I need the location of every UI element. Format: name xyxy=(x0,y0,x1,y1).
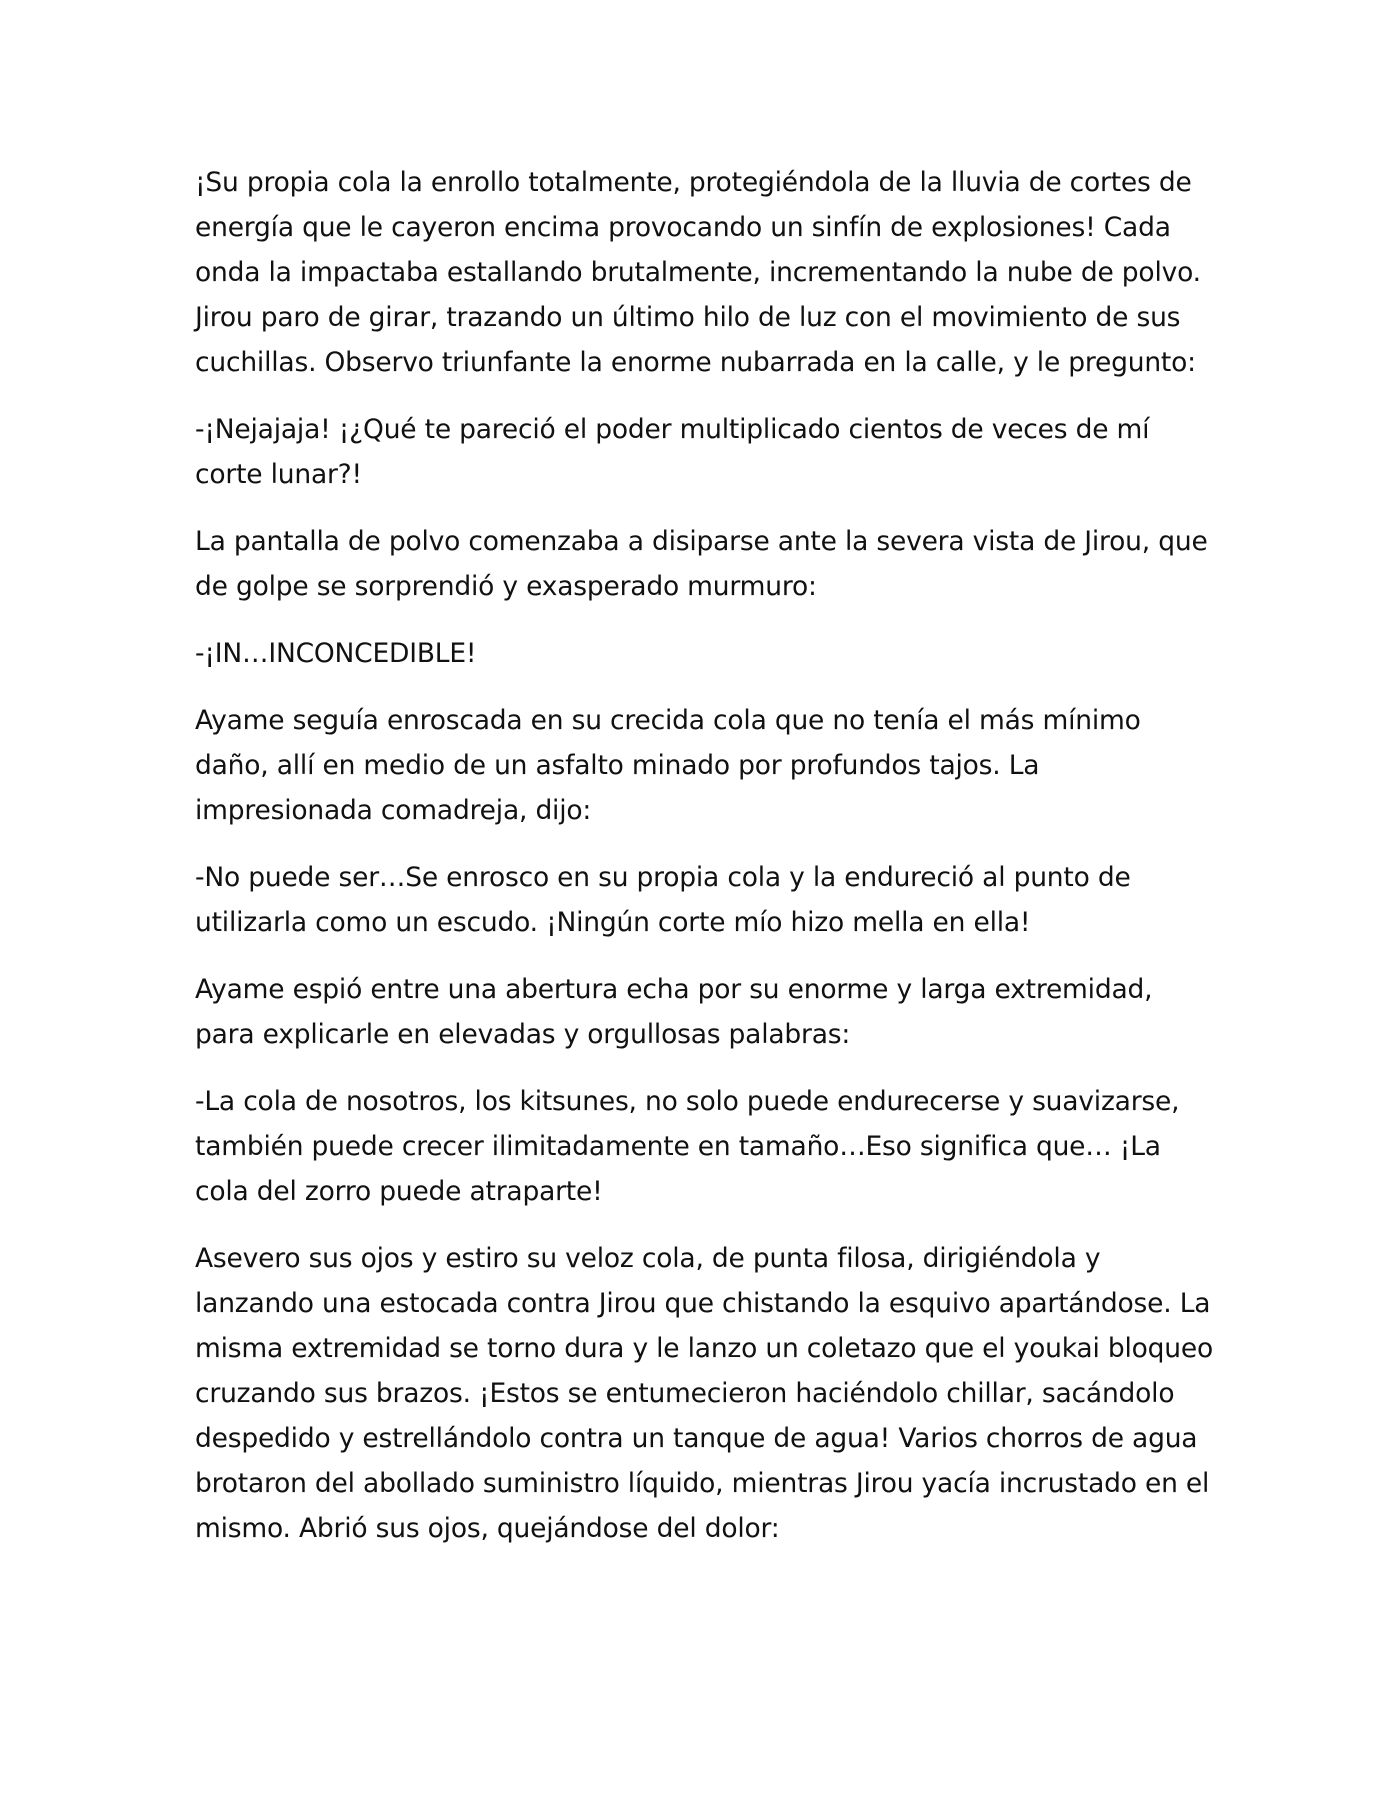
paragraph: Ayame espió entre una abertura echa por su enorme y larga extremidad, para explicarle en elevadas y orgullosas palabras: xyxy=(195,974,1153,1050)
paragraph: -¡IN…INCONCEDIBLE! xyxy=(195,638,477,669)
paragraph: -¡Nejajaja! ¡¿Qué te pareció el poder multiplicado cientos de veces de mí corte lunar?! xyxy=(195,414,1150,490)
paragraph: Ayame seguía enroscada en su crecida cola que no tenía el más mínimo daño, allí en medio de un asfalto minado por profundos tajos. La impresionada comadreja, dijo: xyxy=(195,705,1141,826)
paragraph: ¡Su propia cola la enrollo totalmente, protegiéndola de la lluvia de cortes de energía que le cayeron encima provocando un sinfín de explosiones! Cada onda la impactaba estallando brutalmente, incrementando la nube de polvo. Jirou paro de girar, trazando un último hilo de luz con el movimiento de sus cuchillas. Observo triunfante la enorme nubarrada en la calle, y le pregunto: xyxy=(195,167,1201,378)
document-body xyxy=(195,160,1215,1573)
paragraph: Asevero sus ojos y estiro su veloz cola, de punta filosa, dirigiéndola y lanzando una estocada contra Jirou que chistando la esquivo apartándose. La misma extremidad se torno dura y le lanzo un coletazo que el youkai bloqueo cruzando sus brazos. ¡Estos se entumecieron haciéndolo chillar, sacándolo despedido y estrellándolo contra un tanque de agua! Varios chorros de agua brotaron del abollado suministro líquido, mientras Jirou yacía incrustado en el mismo. Abrió sus ojos, quejándose del dolor: xyxy=(195,1243,1213,1544)
paragraph: -No puede ser…Se enrosco en su propia cola y la endureció al punto de utilizarla como un escudo. ¡Ningún corte mío hizo mella en ella! xyxy=(195,862,1131,938)
paragraph: La pantalla de polvo comenzaba a disiparse ante la severa vista de Jirou, que de golpe se sorprendió y exasperado murmuro: xyxy=(195,526,1208,602)
paragraph: -La cola de nosotros, los kitsunes, no solo puede endurecerse y suavizarse, también puede crecer ilimitadamente en tamaño…Eso significa que… ¡La cola del zorro puede atraparte! xyxy=(195,1086,1180,1207)
